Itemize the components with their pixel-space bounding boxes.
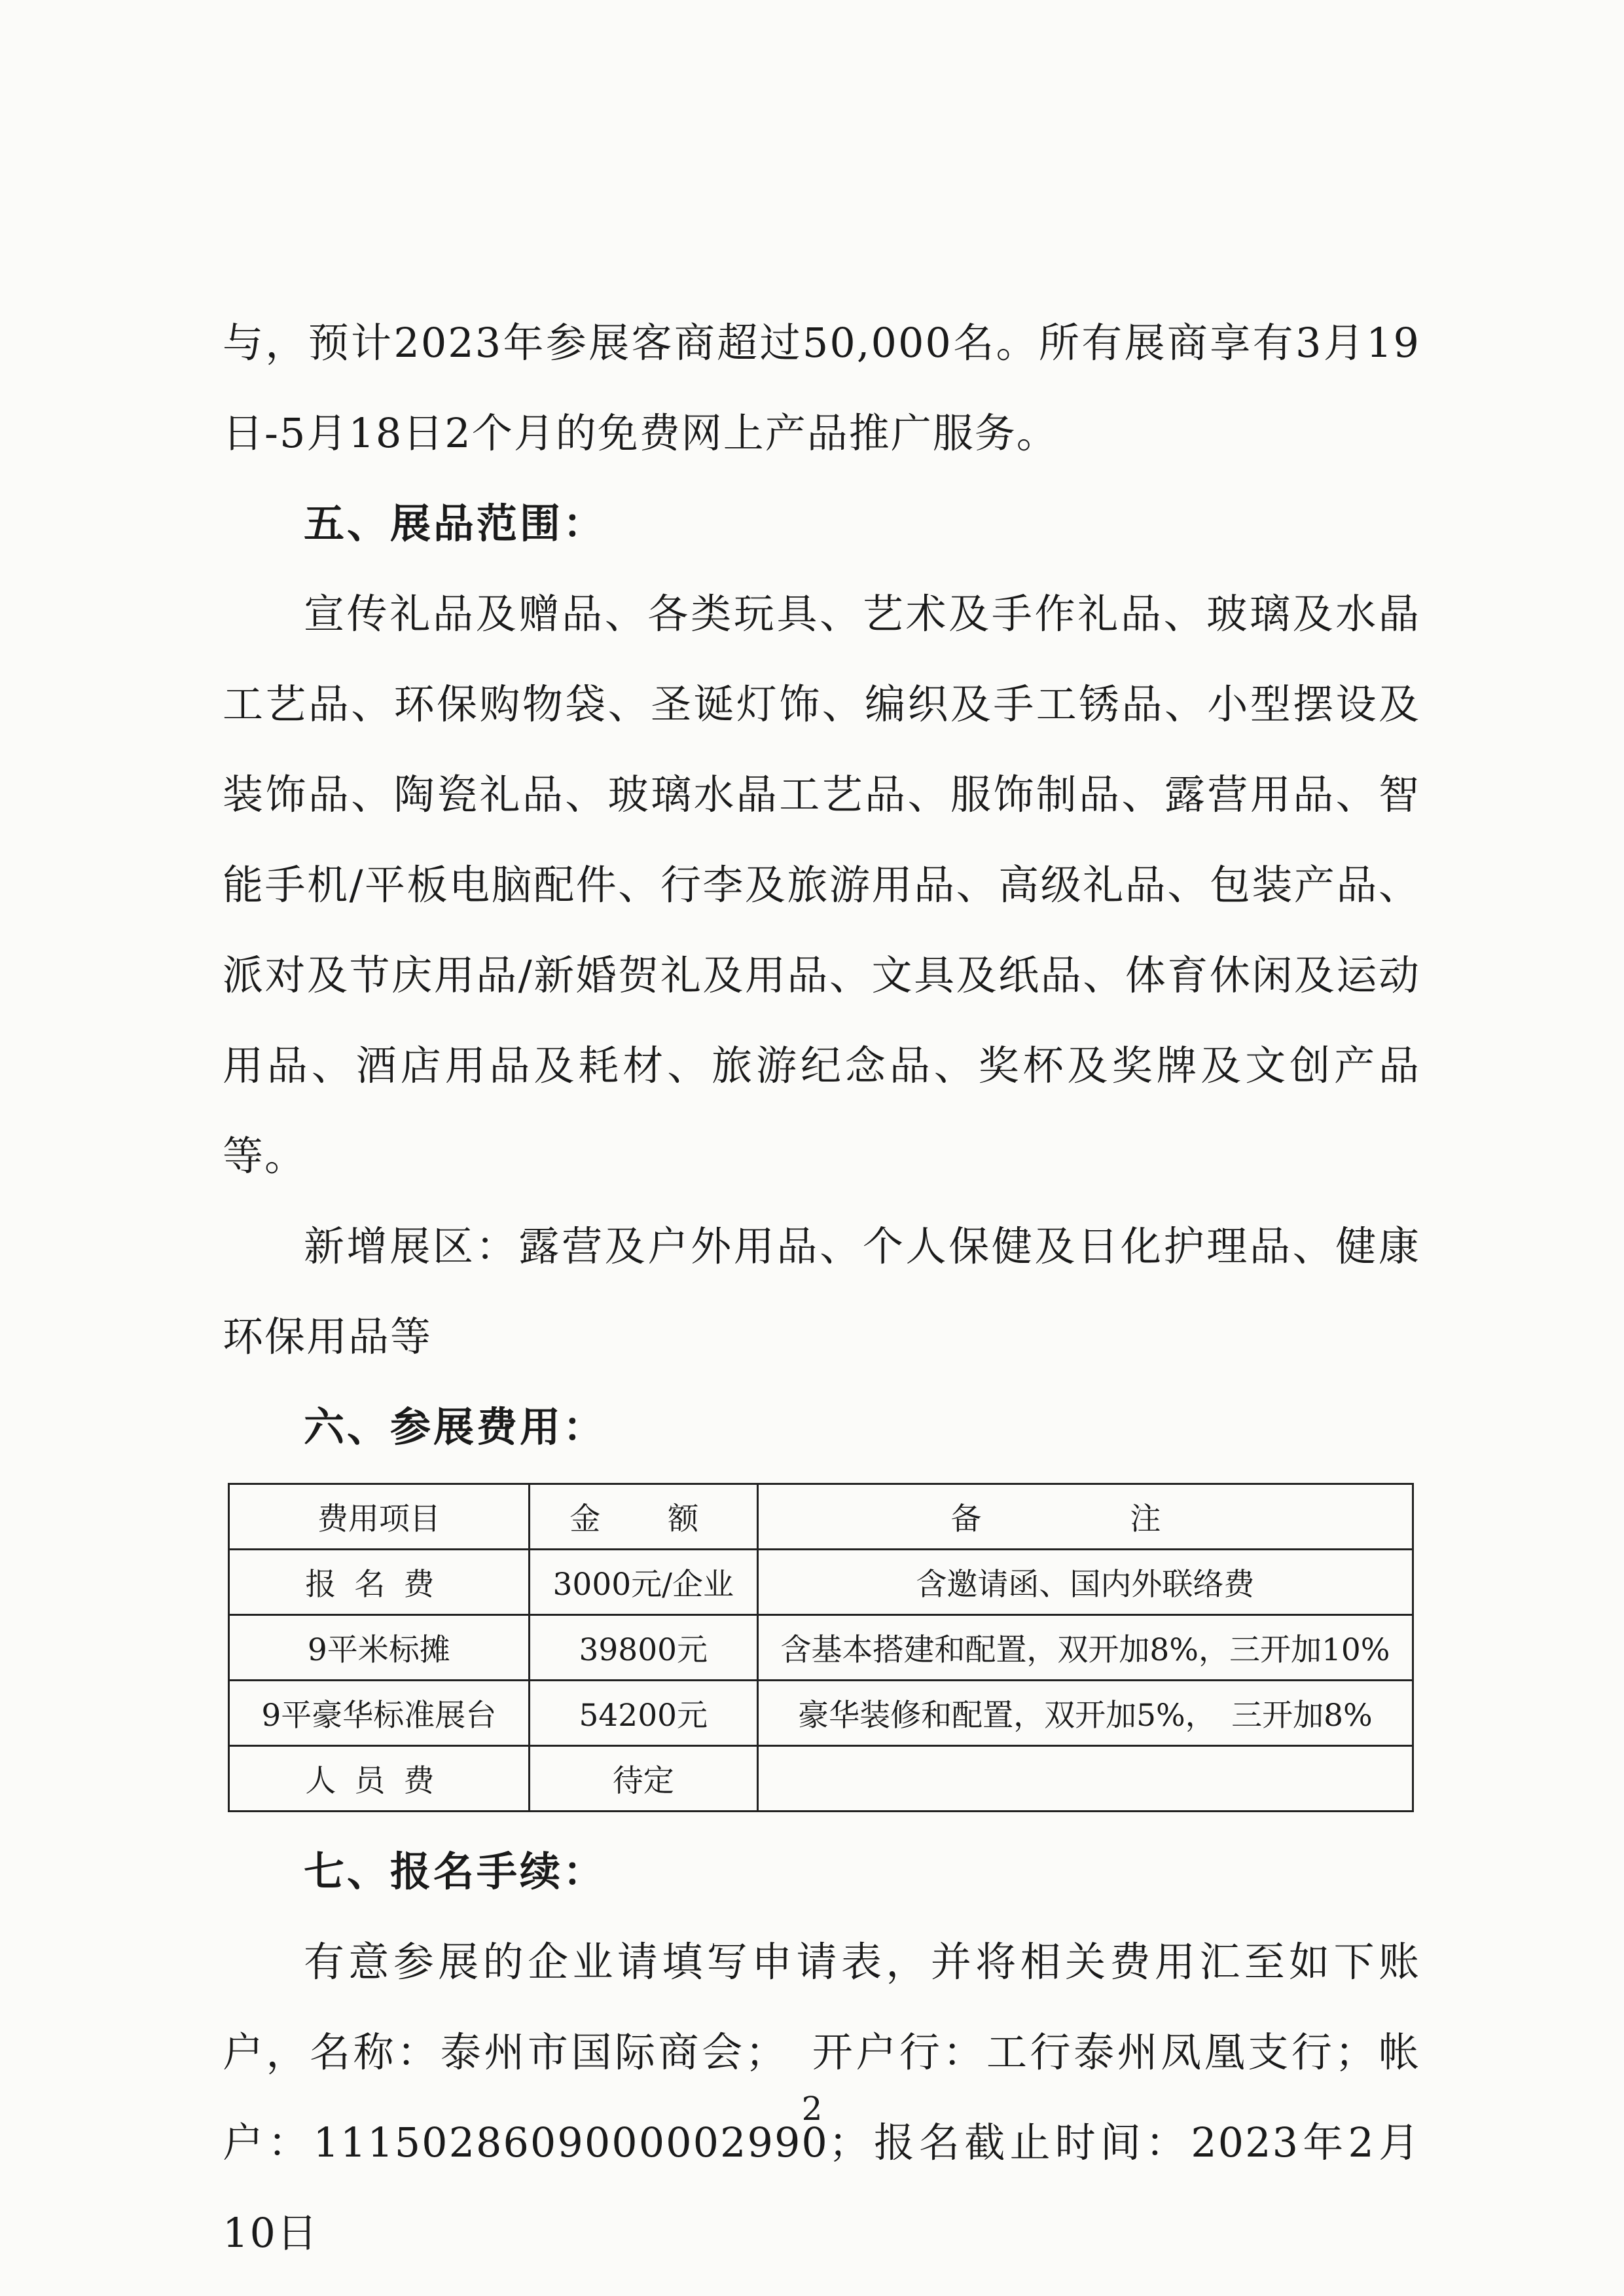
fee-remark: 含邀请函、国内外联络费: [757, 1550, 1413, 1615]
heading-exhibit-scope: 五、展品范围：: [304, 500, 607, 547]
paragraph-registration: 有意参展的企业请填写申请表，并将相关费用汇至如下账户，名称：泰州市国际商会； 开户行：工行泰州凤凰支行；帐户：1115028609000002990；报名截止时间：2023年2月10日: [223, 1938, 1420, 2257]
fee-amount: 3000元/企业: [529, 1550, 757, 1615]
header-remark: 备 注: [757, 1484, 1413, 1550]
fee-remark: 豪华装修和配置，双开加5%， 三开加8%: [757, 1681, 1413, 1746]
fee-item: 报名费: [229, 1550, 530, 1615]
header-amount: 金 额: [529, 1484, 757, 1550]
fee-table-row: [229, 1550, 1413, 1615]
fee-item: 人员费: [229, 1746, 530, 1812]
document-body: [223, 298, 1420, 2278]
fee-table-row: [229, 1746, 1413, 1812]
fee-table: [228, 1483, 1414, 1812]
paragraph-new-zone: 新增展区：露营及户外用品、个人保健及日化护理品、健康环保用品等: [223, 1222, 1420, 1360]
fee-amount: 待定: [529, 1746, 757, 1812]
page-number: 2: [801, 2090, 823, 2128]
fee-table-row: [229, 1681, 1413, 1746]
fee-remark: 含基本搭建和配置，双开加8%，三开加10%: [757, 1615, 1413, 1681]
fee-item: 9平米标摊: [229, 1615, 530, 1681]
fee-amount: 39800元: [529, 1615, 757, 1681]
header-item: 费用项目: [229, 1484, 530, 1550]
fee-table-row: [229, 1615, 1413, 1681]
heading-fees: 六、参展费用：: [304, 1403, 607, 1451]
paragraph-continuation: 与，预计2023年参展客商超过50,000名。所有展商享有3月19日-5月18日2个月的免费网上产品推广服务。: [223, 319, 1420, 457]
fee-remark: [757, 1746, 1413, 1812]
paragraph-exhibit-scope: 宣传礼品及赠品、各类玩具、艺术及手作礼品、玻璃及水晶工艺品、环保购物袋、圣诞灯饰、编织及手工锈品、小型摆设及装饰品、陶瓷礼品、玻璃水晶工艺品、服饰制品、露营用品、智能手机/平板电脑配件、行李及旅游用品、高级礼品、包装产品、派对及节庆用品/新婚贺礼及用品、文具及纸品、体育休闲及运动用品、酒店用品及耗材、旅游纪念品、奖杯及奖牌及文创产品等。: [223, 590, 1420, 1180]
fee-item: 9平豪华标准展台: [229, 1681, 530, 1746]
fee-table-header-row: [229, 1484, 1413, 1550]
fee-amount: 54200元: [529, 1681, 757, 1746]
heading-registration: 七、报名手续：: [304, 1848, 607, 1895]
